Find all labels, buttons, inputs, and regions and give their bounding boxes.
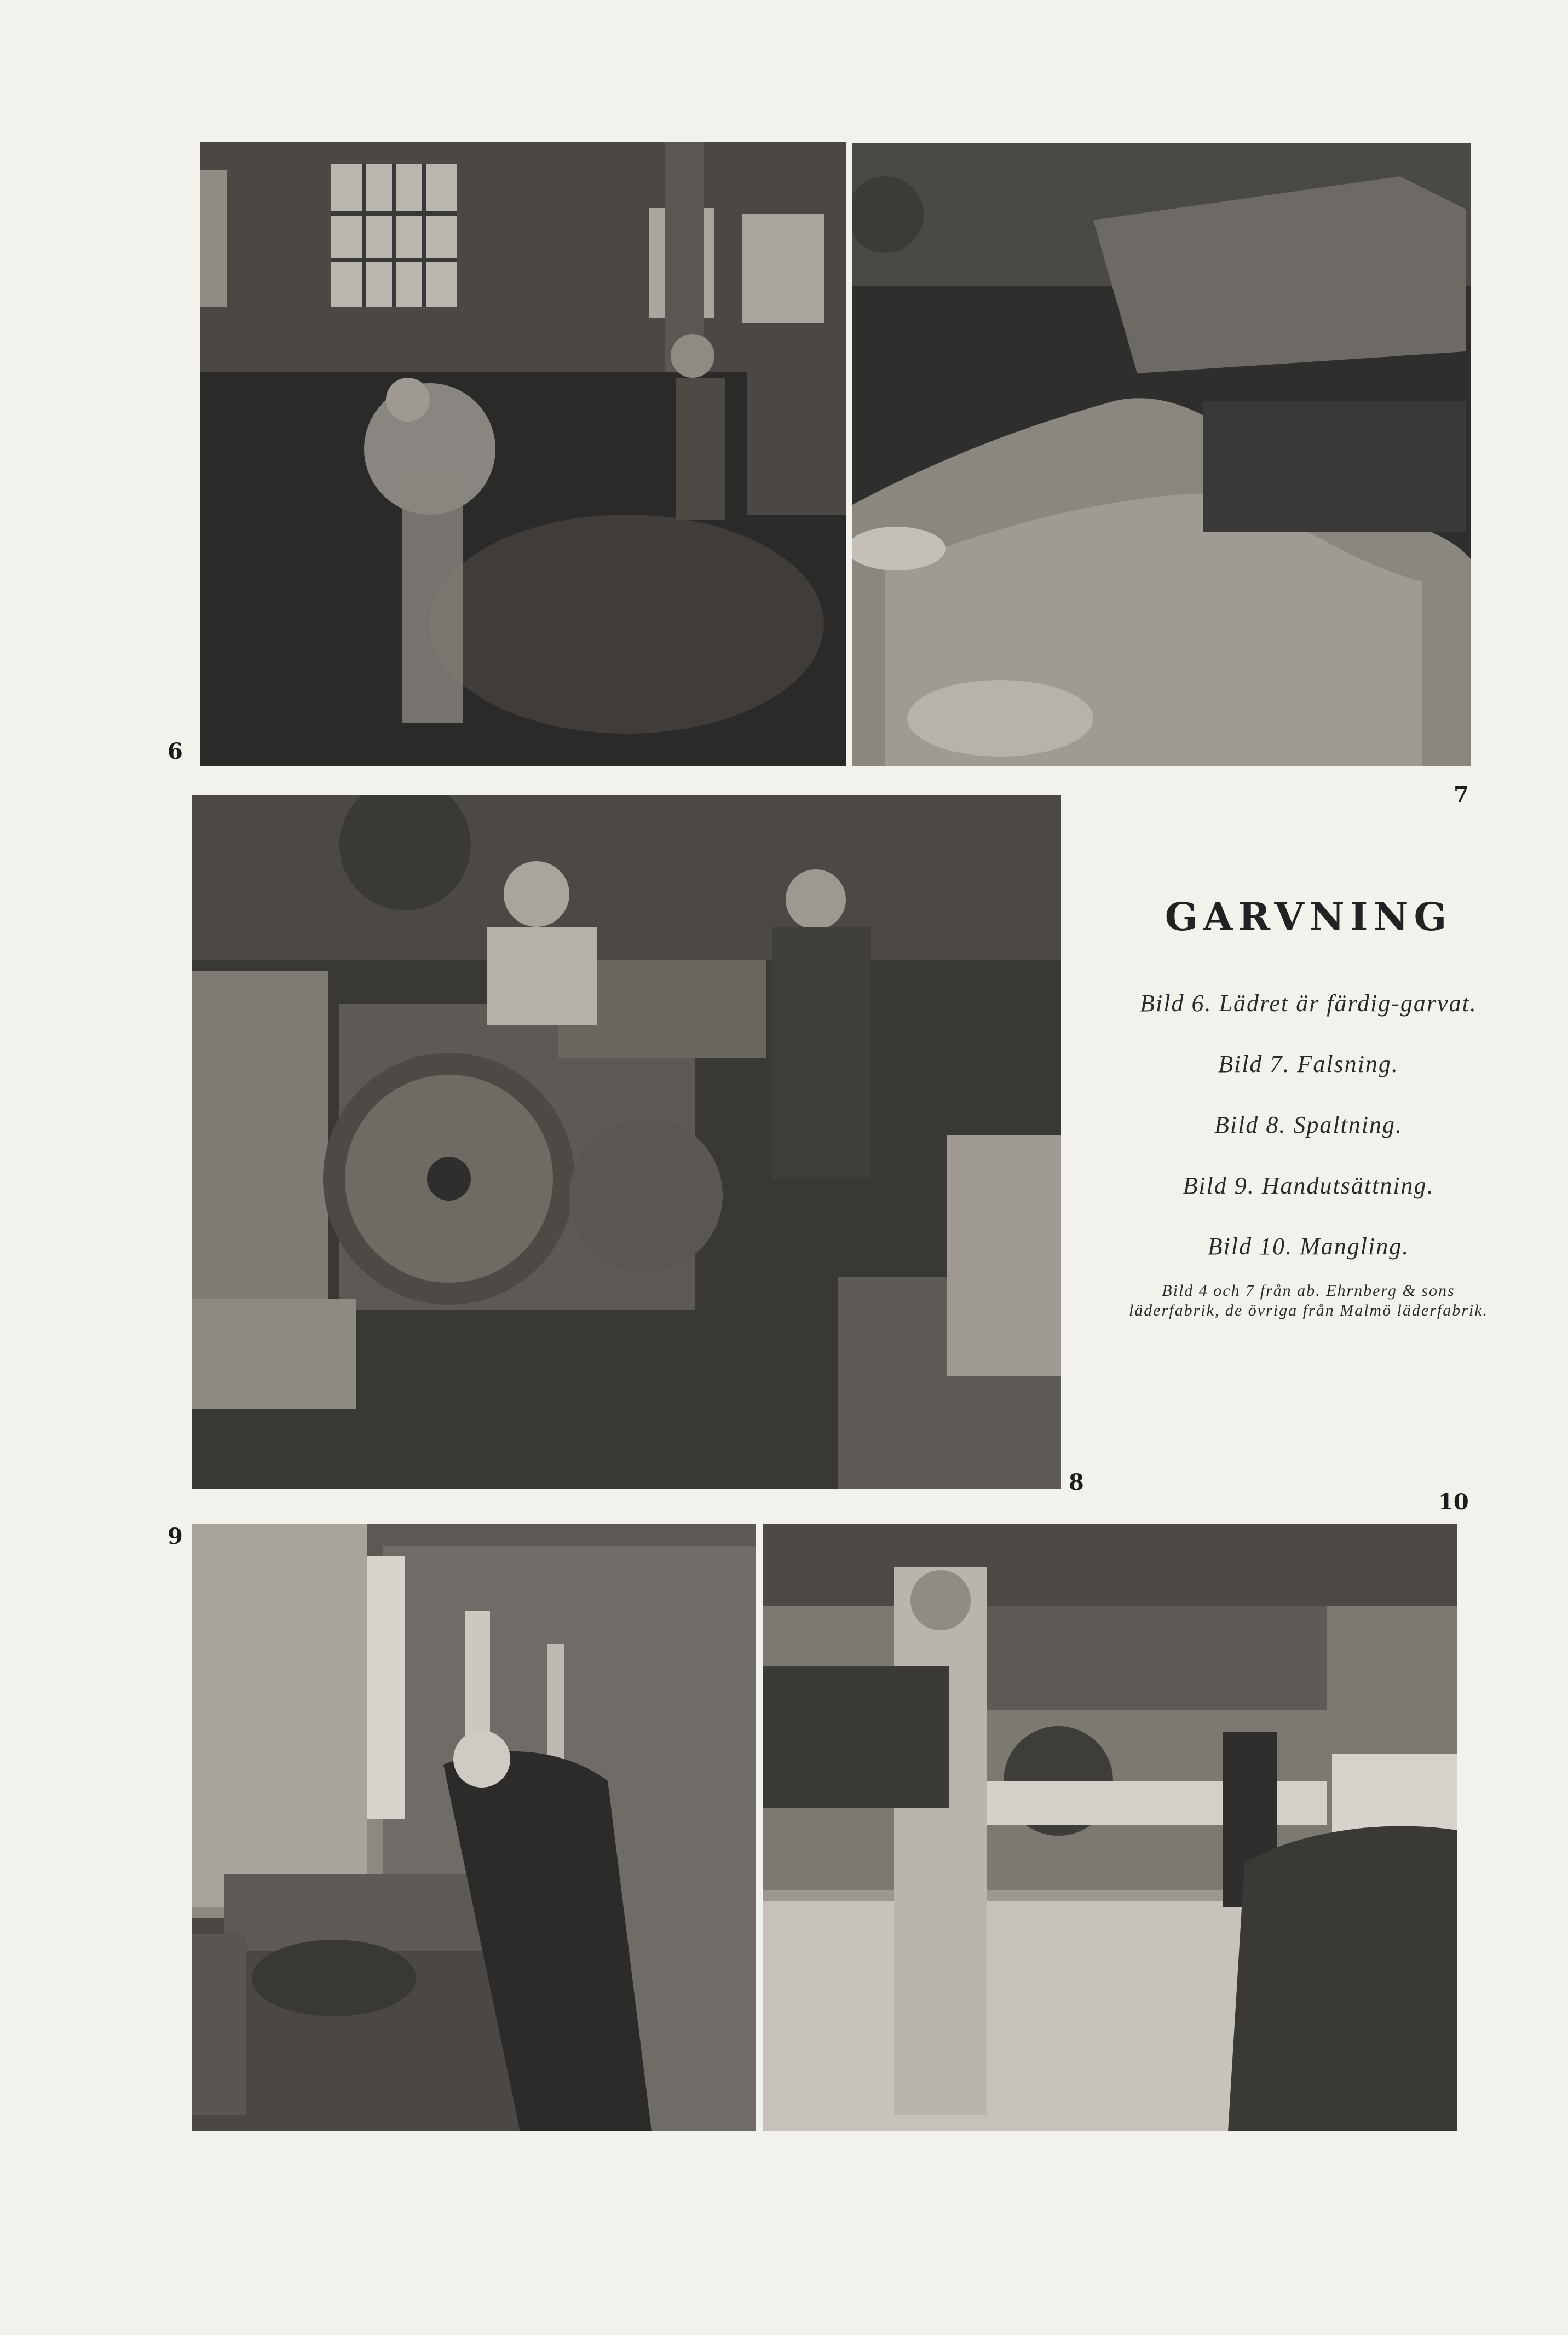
- photo-9-handutsattning: [192, 1524, 756, 2131]
- caption-block: [1117, 894, 1500, 1337]
- plate-number-6: 6: [168, 739, 183, 764]
- photo-8-spaltning: [192, 795, 1061, 1489]
- caption-bild-10: Bild 10. Mangling.: [1207, 1233, 1410, 1260]
- photo-10-mangling: [763, 1524, 1457, 2131]
- plate-number-8: 8: [1069, 1469, 1084, 1495]
- plate-number-9: 9: [168, 1524, 183, 1549]
- photo-6-tannery-workers: [200, 142, 846, 766]
- plate-number-10: 10: [1438, 1489, 1469, 1515]
- page-title: GARVNING: [1165, 894, 1452, 939]
- photo-7-falsning: [852, 143, 1471, 766]
- caption-bild-9: Bild 9. Handutsättning.: [1183, 1172, 1434, 1199]
- photo-credit: Bild 4 och 7 från ab. Ehrnberg & sons läderfabrik, de övriga från Malmö läderfabrik.: [1128, 1282, 1489, 1319]
- caption-bild-7: Bild 7. Falsning.: [1218, 1051, 1399, 1077]
- caption-bild-8: Bild 8. Spaltning.: [1214, 1111, 1403, 1138]
- caption-bild-6: Bild 6. Lädret är färdig-garvat.: [1140, 990, 1477, 1017]
- plate-number-7: 7: [1454, 782, 1469, 808]
